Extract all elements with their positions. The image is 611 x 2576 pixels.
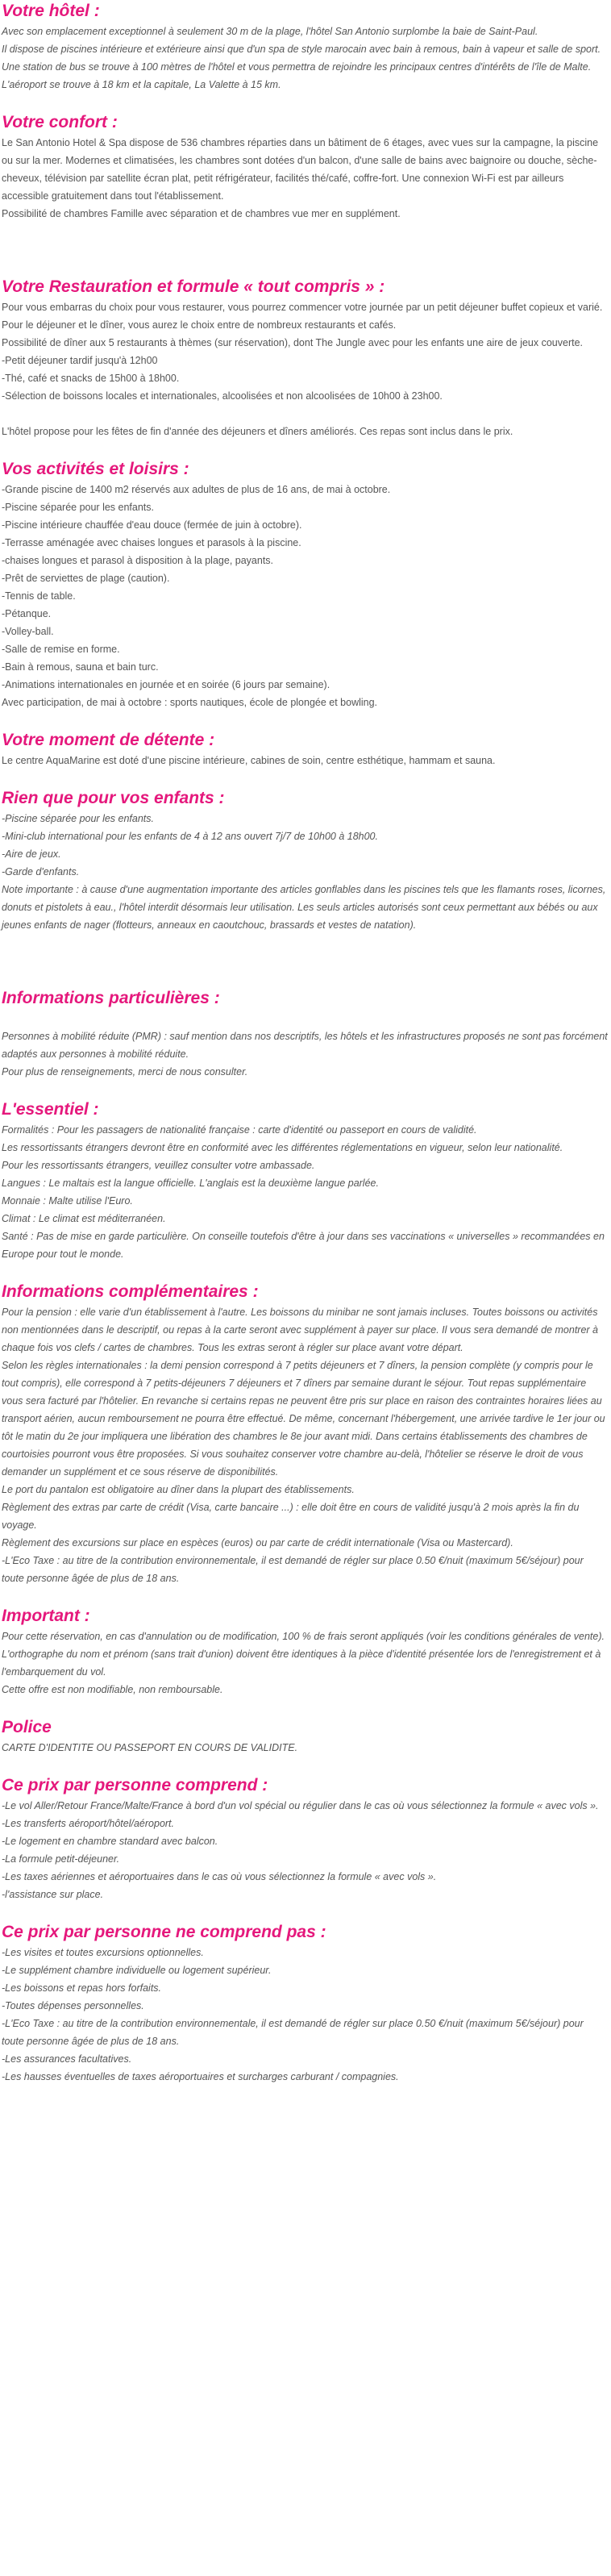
text-line: L'hôtel propose pour les fêtes de fin d'année des déjeuners et dîners améliorés. Ces repas sont inclus dans le prix. (2, 426, 513, 437)
text-line: -chaises longues et parasol à disposition à la plage, payants. (2, 555, 274, 566)
section (2, 0, 609, 111)
section-body (2, 810, 609, 969)
text-line: Les ressortissants étrangers devront être en conformité avec les différentes réglementations en vigueur, selon leur nationalité. (2, 1142, 563, 1153)
text-line: Cette offre est non modifiable, non remboursable. (2, 1684, 223, 1695)
section-gap (2, 1903, 609, 1921)
text-line: Le San Antonio Hotel & Spa dispose de 536 chambres réparties dans un bâtiment de 6 étages, avec vues sur la campagne, la piscine ou sur la mer. Modernes et climatisées, les chambres sont dotées d'un balcon, d'une salle de bains avec baignoire ou douche, sèche-cheveux, télévision par satellite écran plat, petit réfrigérateur, facilités thé/café, coffre-fort. Une connexion Wi-Fi est par ailleurs accessible gratuitement dans tout l'établissement. (2, 137, 599, 202)
section (2, 729, 609, 787)
text-line: -Sélection de boissons locales et internationales, alcoolisées et non alcoolisées de 10h00 à 23h00. (2, 390, 443, 402)
text-line: -Animations internationales en journée et en soirée (6 jours par semaine). (2, 679, 330, 690)
text-line: -Les transferts aéroport/hôtel/aéroport. (2, 1818, 175, 1829)
section-body (2, 1739, 609, 1757)
text-line: Selon les règles internationales : la demi pension correspond à 7 petits déjeuners et 7 dîners, la pension complète (y compris pour le tout compris), elle correspond à 7 petits-déjeuners 7 déjeuners et 7 dîners par semaine durant le séjour. Tout repas supplémentaire vous sera facturé par l'hôtelier. En revanche si certains repas ne peuvent être pris sur place en raison des contraintes horaires liées au transport aérien, aucun remboursement ne pourra être effectué. De même, concernant l'hébergement, une arrivée tardive le 1er jour ou tôt le matin du 2e jour impliquera une libération des chambres le 8e jour avant midi. Dans certains établissements des chambres de courtoisies pourront vous être proposées. Si vous souhaitez conserver votre chambre au-delà, l'hôtelier se réserve le droit de vous demander un supplément et ce sous réserve de disponibilités. (2, 1360, 605, 1478)
section (2, 458, 609, 729)
text-line: Personnes à mobilité réduite (PMR) : sauf mention dans nos descriptifs, les hôtels et les infrastructures proposés ne sont pas forcément adaptés aux personnes à mobilité réduite. (2, 1031, 608, 1060)
text-line: -Mini-club international pour les enfants de 4 à 12 ans ouvert 7j/7 de 10h00 à 18h00. (2, 831, 378, 842)
section (2, 276, 609, 458)
text-line: Le port du pantalon est obligatoire au dîner dans la plupart des établissements. (2, 1484, 355, 1495)
text-line: -Les taxes aériennes et aéroportuaires dans le cas où vous sélectionnez la formule « avec vols ». (2, 1871, 437, 1882)
section-gap (2, 969, 609, 987)
section (2, 787, 609, 987)
text-line: -Grande piscine de 1400 m2 réservés aux adultes de plus de 16 ans, de mai à octobre. (2, 484, 391, 495)
text-line: -Garde d'enfants. (2, 866, 80, 877)
section-body (2, 23, 609, 94)
text-line: Avec participation, de mai à octobre : sports nautiques, école de plongée et bowling. (2, 697, 378, 708)
text-line: -Piscine séparée pour les enfants. (2, 813, 154, 824)
section-title: Informations complémentaires : (2, 1282, 259, 1301)
text-line: Il dispose de piscines intérieure et extérieure ainsi que d'un spa de style marocain avec bain à remous, bain à vapeur et salle de sport. (2, 44, 601, 55)
text-line: -Volley-ball. (2, 626, 54, 637)
text-line: Monnaie : Malte utilise l'Euro. (2, 1195, 133, 1207)
section-title: Important : (2, 1607, 90, 1625)
text-line: -Prêt de serviettes de plage (caution). (2, 573, 170, 584)
text-line: Pour les ressortissants étrangers, veuillez consulter votre ambassade. (2, 1160, 315, 1171)
section-title: Rien que pour vos enfants : (2, 789, 225, 807)
section-title: Informations particulières : (2, 989, 220, 1007)
blank-line (2, 240, 609, 258)
section-gap (2, 711, 609, 729)
text-line: Santé : Pas de mise en garde particulière. On conseille toutefois d'être à jour dans ses vaccinations « universelles » recommandées en Europe pour tout le monde. (2, 1231, 605, 1260)
section-gap (2, 1587, 609, 1605)
text-line: -Les boissons et repas hors forfaits. (2, 1982, 162, 1994)
section-body (2, 1944, 609, 2086)
text-line: Règlement des extras par carte de crédit (Visa, carte bancaire ...) : elle doit être en cours de validité jusqu'à 2 mois après la fin du voyage. (2, 1502, 580, 1531)
text-line: L'aéroport se trouve à 18 km et la capitale, La Valette à 15 km. (2, 79, 281, 90)
text-line: -Bain à remous, sauna et bain turc. (2, 661, 159, 673)
text-line: Pour vous embarras du choix pour vous restaurer, vous pourrez commencer votre journée par un petit déjeuner buffet copieux et varié. Pour le déjeuner et le dîner, vous aurez le choix entre de nombreux restaurants et cafés. (2, 302, 603, 331)
text-line: CARTE D'IDENTITE OU PASSEPORT EN COURS DE VALIDITE. (2, 1742, 298, 1753)
text-line: -Les hausses éventuelles de taxes aéroportuaires et surcharges carburant / compagnies. (2, 2071, 399, 2082)
section-title: Votre confort : (2, 113, 118, 131)
section-gap (2, 2086, 609, 2103)
section (2, 987, 609, 1098)
section-body (2, 1628, 609, 1699)
section-title: Votre hôtel : (2, 2, 100, 20)
section-title: Ce prix par personne comprend : (2, 1776, 268, 1794)
section-gap (2, 1263, 609, 1281)
blank-line (2, 952, 609, 969)
text-line: Pour cette réservation, en cas d'annulation ou de modification, 100 % de frais seront appliqués (voir les conditions générales de vente). (2, 1631, 605, 1642)
text-line: -Pétanque. (2, 608, 52, 619)
section-gap (2, 1699, 609, 1716)
section-body (2, 298, 609, 440)
section-gap (2, 440, 609, 458)
text-line: -Les visites et toutes excursions optionnelles. (2, 1947, 204, 1958)
section-gap (2, 769, 609, 787)
section (2, 1774, 609, 1921)
text-line: -Toutes dépenses personnelles. (2, 2000, 144, 2011)
section (2, 1716, 609, 1774)
text-line: -Le supplément chambre individuelle ou logement supérieur. (2, 1965, 272, 1976)
section-gap (2, 1081, 609, 1098)
text-line: -l'assistance sur place. (2, 1889, 104, 1900)
section (2, 111, 609, 276)
text-line: Règlement des excursions sur place en espèces (euros) ou par carte de crédit internationale (Visa ou Mastercard). (2, 1537, 513, 1549)
section-body (2, 1797, 609, 1903)
section (2, 1605, 609, 1716)
text-line: Climat : Le climat est méditerranéen. (2, 1213, 166, 1224)
text-line: -Piscine séparée pour les enfants. (2, 502, 154, 513)
section-body (2, 752, 609, 769)
text-line: -Petit déjeuner tardif jusqu'à 12h00 (2, 355, 158, 366)
section-title: L'essentiel : (2, 1100, 99, 1119)
text-line: Une station de bus se trouve à 100 mètres de l'hôtel et vous permettra de rejoindre les principaux centres d'intérêts de l'île de Malte. (2, 61, 592, 73)
section-gap (2, 258, 609, 276)
text-line: -Le logement en chambre standard avec balcon. (2, 1836, 218, 1847)
text-line: L'orthographe du nom et prénom (sans trait d'union) doivent être identiques à la pièce d'identité présentée lors de l'enregistrement et à l'embarquement du vol. (2, 1649, 601, 1678)
text-line: Pour plus de renseignements, merci de nous consulter. (2, 1066, 248, 1078)
section-body (2, 1121, 609, 1263)
section-gap (2, 94, 609, 111)
blank-line (2, 223, 609, 240)
section-body (2, 1010, 609, 1081)
section-title: Police (2, 1718, 52, 1736)
section (2, 1281, 609, 1605)
blank-line (2, 405, 609, 423)
section-title: Votre Restauration et formule « tout compris » : (2, 277, 385, 296)
text-line: Possibilité de dîner aux 5 restaurants à thèmes (sur réservation), dont The Jungle avec pour les enfants une aire de jeux couverte. (2, 337, 584, 348)
text-line: -Le vol Aller/Retour France/Malte/France à bord d'un vol spécial ou régulier dans le cas où vous sélectionnez la formule « avec vols ». (2, 1800, 599, 1811)
text-line: Possibilité de chambres Famille avec séparation et de chambres vue mer en supplément. (2, 208, 401, 219)
text-line: -Les assurances facultatives. (2, 2053, 132, 2065)
text-line: Langues : Le maltais est la langue officielle. L'anglais est la deuxième langue parlée. (2, 1178, 379, 1189)
blank-line (2, 1010, 609, 1027)
section-title: Vos activités et loisirs : (2, 460, 189, 478)
section-title: Ce prix par personne ne comprend pas : (2, 1923, 326, 1941)
text-line: Avec son emplacement exceptionnel à seulement 30 m de la plage, l'hôtel San Antonio surplombe la baie de Saint-Paul. (2, 26, 538, 37)
text-line: -L'Eco Taxe : au titre de la contribution environnementale, il est demandé de régler sur place 0.50 €/nuit (maximum 5€/séjour) pour toute personne âgée de plus de 18 ans. (2, 1555, 584, 1584)
text-line: -Salle de remise en forme. (2, 644, 120, 655)
blank-line (2, 934, 609, 952)
text-line: Note importante : à cause d'une augmentation importante des articles gonflables dans les piscines tels que les flamants roses, licornes, donuts et pistolets à eau., l'hôtel interdit désormais leur utilisation. Les seuls articles autorisés sont ceux permettant aux bébés ou aux jeunes enfants de nager (flotteurs, anneaux en caoutchouc, brassards et vestes de natation). (2, 884, 606, 931)
section-body (2, 1303, 609, 1587)
section-gap (2, 1757, 609, 1774)
text-line: -L'Eco Taxe : au titre de la contribution environnementale, il est demandé de régler sur place 0.50 €/nuit (maximum 5€/séjour) pour toute personne âgée de plus de 18 ans. (2, 2018, 584, 2047)
text-line: Le centre AquaMarine est doté d'une piscine intérieure, cabines de soin, centre esthétique, hammam et sauna. (2, 755, 496, 766)
text-line: -Piscine intérieure chauffée d'eau douce (fermée de juin à octobre). (2, 519, 302, 531)
section-body (2, 481, 609, 711)
section (2, 1921, 609, 2103)
section (2, 1098, 609, 1281)
section-title: Votre moment de détente : (2, 731, 215, 749)
text-line: -La formule petit-déjeuner. (2, 1853, 120, 1865)
text-line: Formalités : Pour les passagers de nationalité française : carte d'identité ou passeport en cours de validité. (2, 1124, 477, 1136)
text-line: Pour la pension : elle varie d'un établissement à l'autre. Les boissons du minibar ne sont jamais incluses. Toutes boissons ou activités non mentionnées dans le descriptif, ou repas à la carte seront avec supplément à payer sur place. Il vous sera demandé de montrer à chaque fois vos clefs / cartes de chambres. Tous les extras seront à régler sur place avant votre départ. (2, 1307, 599, 1353)
text-line: -Tennis de table. (2, 590, 76, 602)
text-line: -Aire de jeux. (2, 848, 61, 860)
section-body (2, 134, 609, 258)
text-line: -Thé, café et snacks de 15h00 à 18h00. (2, 373, 180, 384)
text-line: -Terrasse aménagée avec chaises longues et parasols à la piscine. (2, 537, 301, 548)
